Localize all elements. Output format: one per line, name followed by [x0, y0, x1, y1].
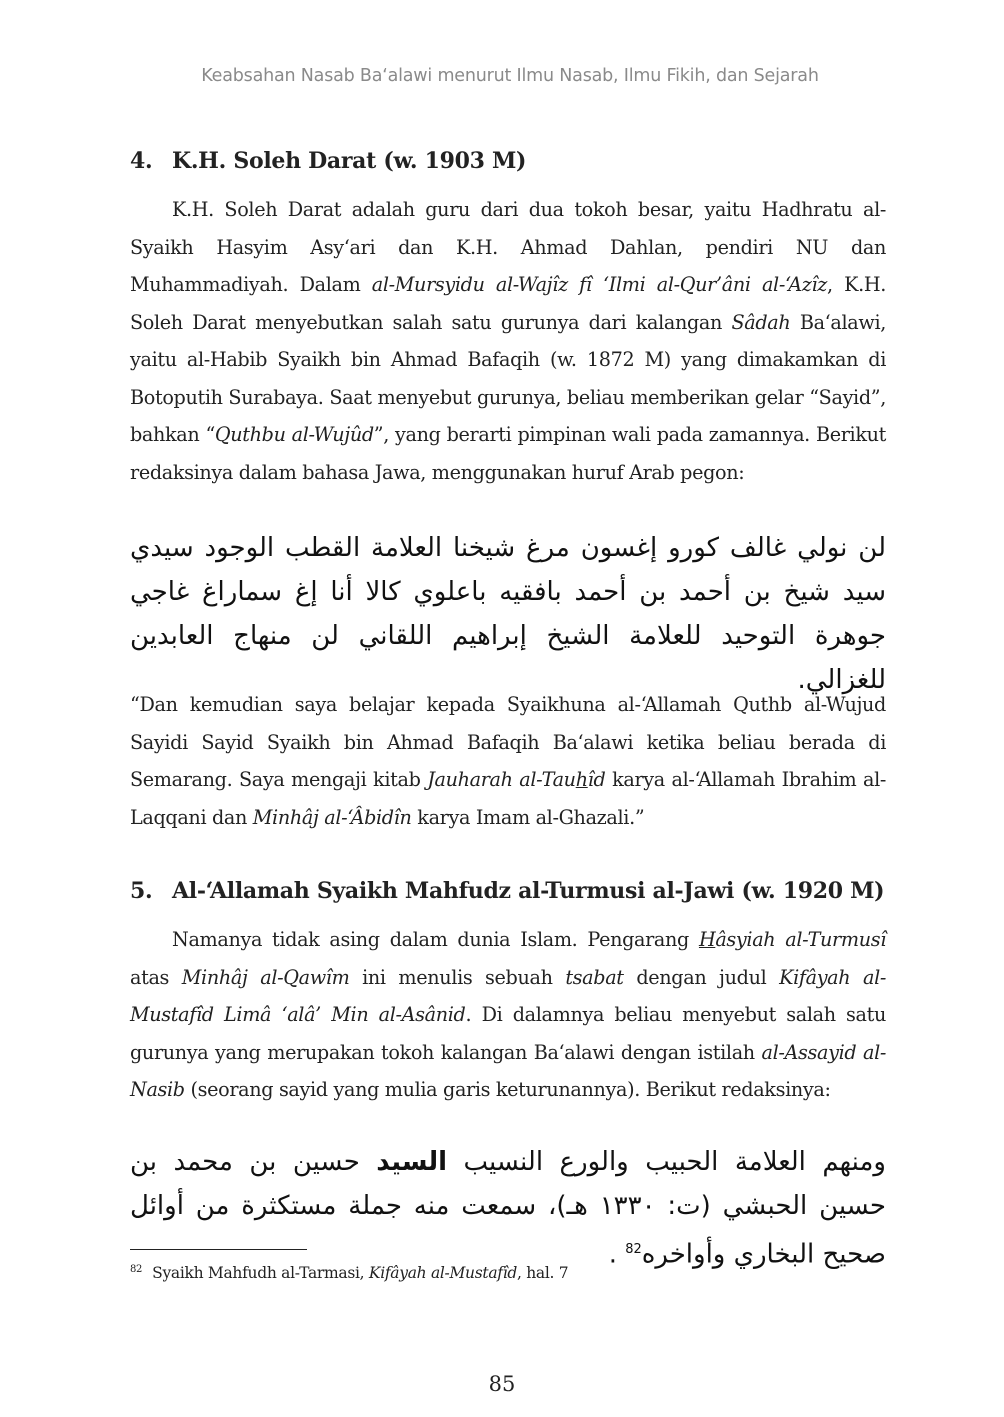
book-title: Kifâyah al-Mustafîd — [368, 1264, 517, 1283]
text: ini menulis sebuah — [349, 965, 566, 989]
text: , hal. 7 — [516, 1264, 569, 1283]
text: ومنهم العلامة الحبيب والورع النسيب — [447, 1147, 886, 1177]
term: al-Assayid al-Nasib — [130, 1040, 886, 1101]
section-5-paragraph — [130, 921, 886, 1109]
text: atas — [130, 965, 182, 989]
running-header: Keabsahan Nasab Ba‘alawi menurut Ilmu Nasab, Ilmu Fikih, dan Sejarah — [201, 66, 819, 86]
arabic-quote-2 — [130, 1140, 886, 1277]
text: حسين بن محمد بن حسين الحبشي (ت: ١٣٣٠ هـ)، سمعت منه جملة مستكثرة من أوائل صحيح البخاري وأواخره — [130, 1147, 886, 1270]
emphasis: السيد — [376, 1147, 448, 1177]
book-title: âsyiah al-Turmusî — [715, 928, 886, 951]
book-title: îd — [587, 768, 606, 791]
book-title: Minhâj al-‘Âbidîn — [252, 805, 412, 829]
text: , K.H. Soleh Darat menyebutkan salah satu gurunya dari kalangan — [130, 273, 886, 334]
text: karya al-‘Allamah Ibrahim al-Laqqani dan — [130, 768, 887, 829]
book-title: al-Mursyidu al-Wajîz fî ‘Ilmi al-Qur’âni al-‘Azîz — [371, 273, 828, 296]
section-title: K.H. Soleh Darat (w. 1903 M) — [172, 148, 527, 174]
book-title: h — [575, 768, 588, 791]
text: . Di dalamnya beliau menyebut salah satu gurunya yang merupakan tokoh kalangan Ba‘alawi dengan istilah — [130, 1003, 886, 1064]
section-5-heading — [130, 878, 886, 904]
text: Ba‘alawi, yaitu al-Habib Syaikh bin Ahmad Bafaqih (w. 1872 M) yang dimakamkan di Botoputih Surabaya. Saat menyebut gurunya, beliau memberikan gelar “Sayid”, bahkan “ — [130, 310, 886, 446]
section-number: 4. — [130, 148, 153, 174]
page-number: 85 — [488, 1372, 516, 1396]
book-title: H — [698, 928, 716, 951]
term: tsabat — [565, 965, 624, 989]
footnote-ref[interactable]: 82 — [625, 1242, 642, 1257]
book-title: Jauharah al-Tau — [427, 768, 576, 791]
arabic-quote-1: لن نولي غالف كورو إغسون مرغ شيخنا العلامة القطب الوجود سيدي سيد شيخ بن أحمد بن أحمد بافقيه باعلوي كالا أنا إغ سماراغ غاجي جوهرة التوحيد للعلامة الشيخ إبراهيم اللقاني لن منهاج العابدين للغزالي. — [130, 533, 886, 695]
term: Quthbu al-Wujûd — [214, 423, 374, 446]
section-4-heading — [130, 148, 886, 174]
book-title: Kifâyah al-Mustafîd Limâ ‘alâ’ Min al-Asânid — [130, 965, 886, 1026]
footnote-rule — [130, 1249, 307, 1250]
text: ”, yang berarti pimpinan wali pada zamannya. Berikut redaksinya dalam bahasa Jawa, menggunakan huruf Arab pegon: — [130, 423, 886, 484]
translation-quote — [130, 686, 886, 836]
term: Sâdah — [731, 310, 791, 334]
text: K.H. Soleh Darat adalah guru dari dua tokoh besar, yaitu Hadhratu al-Syaikh Hasyim Asy‘ari dan K.H. Ahmad Dahlan, pendiri NU dan Muhammadiyah. Dalam — [130, 198, 886, 296]
footnote — [130, 1264, 568, 1282]
text: Syaikh Mahfudh al-Tarmasi, — [152, 1264, 369, 1283]
section-number: 5. — [130, 878, 153, 904]
footnote-number: 82 — [130, 1264, 143, 1275]
text: Namanya tidak asing dalam dunia Islam. Pengarang — [172, 928, 699, 951]
book-title: Minhâj al-Qawîm — [181, 965, 350, 989]
text: karya Imam al-Ghazali.” — [411, 805, 645, 829]
text: (seorang sayid yang mulia garis keturunannya). Berikut redaksinya: — [184, 1078, 831, 1101]
section-4-paragraph — [130, 191, 886, 491]
text: “Dan kemudian saya belajar kepada Syaikhuna al-‘Allamah Quthb al-Wujud Sayidi Sayid Syaikh bin Ahmad Bafaqih Ba‘alawi ketika beliau berada di Semarang. Saya mengaji kitab — [130, 693, 886, 791]
text: . — [608, 1239, 626, 1270]
text: dengan judul — [623, 965, 780, 989]
section-title: Al-‘Allamah Syaikh Mahfudz al-Turmusi al-Jawi (w. 1920 M) — [172, 878, 885, 904]
